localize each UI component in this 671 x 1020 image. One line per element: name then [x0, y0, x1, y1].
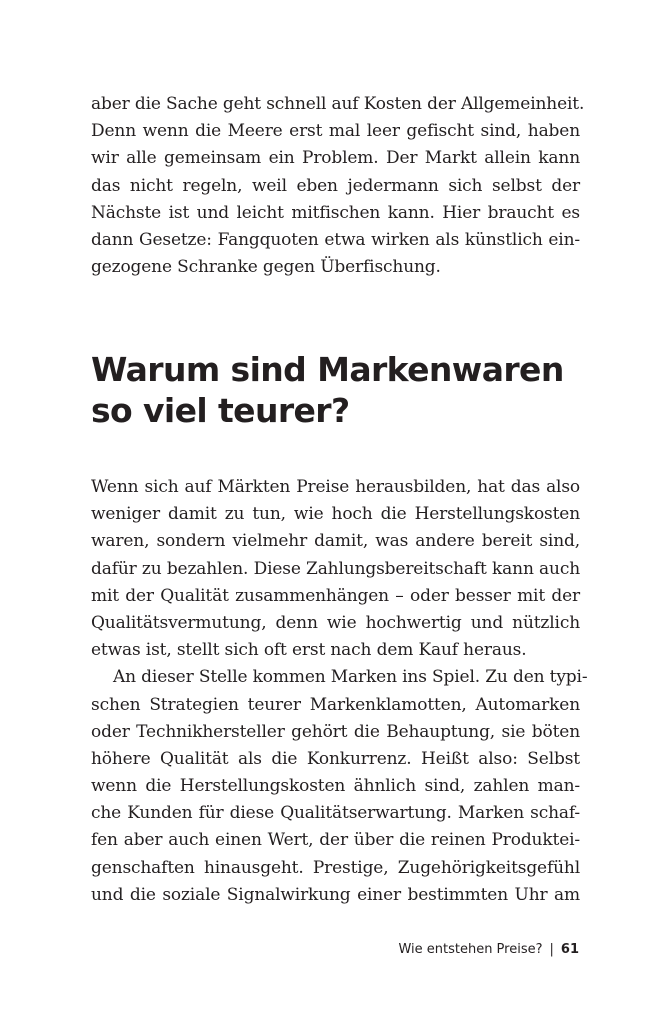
text-line: oder Technikhersteller gehört die Behauptung, sie böten	[91, 721, 580, 742]
text-line: wenn die Herstellungskosten ähnlich sind, zahlen man-	[91, 776, 580, 797]
text-line: wir alle gemeinsam ein Problem. Der Markt allein kann	[91, 148, 580, 169]
text-line: Nächste ist und leicht mitfischen kann. Hier braucht es	[91, 202, 580, 223]
text-line: aber die Sache geht schnell auf Kosten der Allgemeinheit.	[91, 94, 585, 114]
text-line: dafür zu bezahlen. Diese Zahlungsbereitschaft kann auch	[91, 558, 580, 579]
paragraph-top	[91, 91, 585, 281]
text-line: genschaften hinausgeht. Prestige, Zugehörigkeitsgefühl	[91, 857, 580, 878]
page-footer	[398, 940, 579, 960]
text-line: etwas ist, stellt sich oft erst nach dem Kauf heraus.	[91, 640, 527, 661]
paragraph-body	[91, 474, 588, 909]
text-line: Qualitätsvermutung, denn wie hochwertig und nützlich	[91, 612, 580, 633]
section-heading-line-1: Warum sind Markenwaren	[91, 350, 564, 389]
page-number: 61	[560, 942, 579, 957]
text-line: höhere Qualität als die Konkurrenz. Heißt also: Selbst	[91, 748, 580, 769]
section-heading-line-2: so viel teurer?	[91, 391, 350, 430]
text-line: Wenn sich auf Märkten Preise herausbilden, hat das also	[91, 477, 580, 497]
text-line: Denn wenn die Meere erst mal leer gefischt sind, haben	[91, 121, 580, 142]
text-line: dann Gesetze: Fangquoten etwa wirken als künstlich ein-	[91, 229, 580, 250]
running-title: Wie entstehen Preise?	[398, 942, 543, 957]
section-heading	[91, 349, 591, 431]
text-line: gezogene Schranke gegen Überfischung.	[91, 257, 441, 278]
text-line: weniger damit zu tun, wie hoch die Herstellungskosten	[91, 504, 580, 525]
footer-separator: |	[549, 942, 554, 957]
text-line: schen Strategien teurer Markenklamotten, Automarken	[91, 694, 580, 715]
text-line: che Kunden für diese Qualitätserwartung. Marken schaf-	[91, 803, 580, 824]
text-line: waren, sondern vielmehr damit, was andere bereit sind,	[91, 531, 580, 552]
text-line: An dieser Stelle kommen Marken ins Spiel. Zu den typi-	[113, 667, 588, 688]
text-line: fen aber auch einen Wert, der über die reinen Produktei-	[91, 830, 580, 851]
text-line: das nicht regeln, weil eben jedermann sich selbst der	[91, 175, 580, 196]
text-line: mit der Qualität zusammenhängen – oder besser mit der	[91, 585, 580, 606]
text-line: und die soziale Signalwirkung einer bestimmten Uhr am	[91, 884, 580, 905]
